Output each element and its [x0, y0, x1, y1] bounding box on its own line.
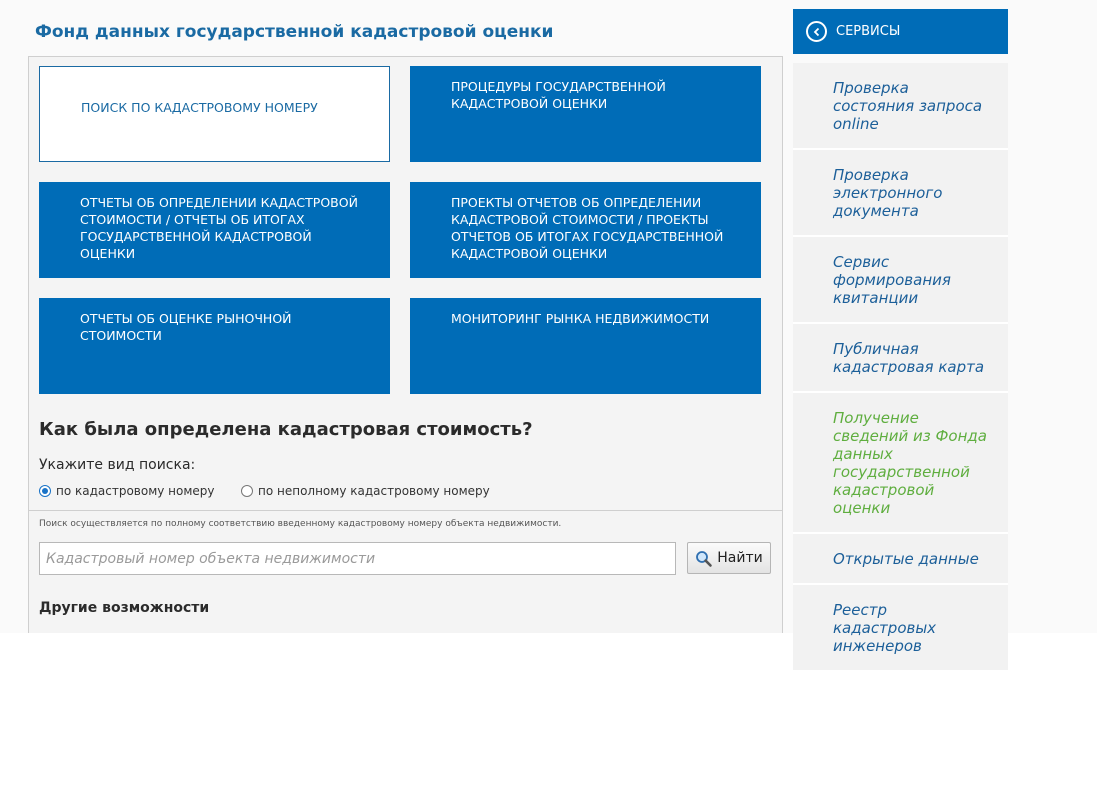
- radio-button-checked[interactable]: [39, 485, 51, 497]
- sidebar-item-public-map[interactable]: Публичная кадастровая карта: [793, 324, 1008, 393]
- sidebar-item-engineers-registry[interactable]: Реестр кадастровых инженеров: [793, 585, 1008, 672]
- radio-button-unchecked[interactable]: [241, 485, 253, 497]
- radio-label-partial: по неполному кадастровому номеру: [258, 484, 490, 498]
- sidebar-services-list: [793, 63, 1008, 655]
- cadastral-number-input[interactable]: [39, 542, 676, 575]
- page-title: Фонд данных государственной кадастровой оценки: [35, 22, 554, 42]
- radio-full-number[interactable]: [39, 484, 215, 498]
- radio-label-full: по кадастровому номеру: [56, 484, 215, 498]
- main-panel: [28, 56, 783, 633]
- find-button-label: Найти: [717, 550, 763, 566]
- sidebar-item-fund-data[interactable]: Получение сведений из Фонда данных государственной кадастровой оценки: [793, 393, 1008, 534]
- tile-search-by-cadastral-number[interactable]: ПОИСК ПО КАДАСТРОВОМУ НОМЕРУ: [39, 66, 390, 162]
- radio-partial-number[interactable]: [241, 484, 490, 498]
- search-kind-label: Укажите вид поиска:: [39, 457, 196, 473]
- sidebar-item-receipt-service[interactable]: Сервис формирования квитанции: [793, 237, 1008, 324]
- tile-assessment-procedures[interactable]: ПРОЦЕДУРЫ ГОСУДАРСТВЕННОЙ КАДАСТРОВОЙ ОЦЕНКИ: [410, 66, 761, 162]
- tile-real-estate-monitoring[interactable]: МОНИТОРИНГ РЫНКА НЕДВИЖИМОСТИ: [410, 298, 761, 394]
- sidebar-item-request-status[interactable]: Проверка состояния запроса online: [793, 63, 1008, 150]
- other-options-title: Другие возможности: [39, 600, 210, 616]
- sidebar-header-label: СЕРВИСЫ: [836, 24, 901, 39]
- sidebar-header-services[interactable]: [793, 9, 1008, 54]
- search-section-title: Как была определена кадастровая стоимость?: [39, 419, 533, 440]
- divider: [29, 510, 782, 511]
- find-button[interactable]: [687, 542, 771, 574]
- chevron-left-icon: [806, 21, 827, 42]
- tile-market-value-reports[interactable]: ОТЧЕТЫ ОБ ОЦЕНКЕ РЫНОЧНОЙ СТОИМОСТИ: [39, 298, 390, 394]
- tile-draft-reports[interactable]: ПРОЕКТЫ ОТЧЕТОВ ОБ ОПРЕДЕЛЕНИИ КАДАСТРОВОЙ СТОИМОСТИ / ПРОЕКТЫ ОТЧЕТОВ ОБ ИТОГАХ ГОСУДАРСТВЕННОЙ КАДАСТРОВОЙ ОЦЕНКИ: [410, 182, 761, 278]
- tile-valuation-reports[interactable]: ОТЧЕТЫ ОБ ОПРЕДЕЛЕНИИ КАДАСТРОВОЙ СТОИМОСТИ / ОТЧЕТЫ ОБ ИТОГАХ ГОСУДАРСТВЕННОЙ КАДАСТРОВОЙ ОЦЕНКИ: [39, 182, 390, 278]
- sidebar-item-document-check[interactable]: Проверка электронного документа: [793, 150, 1008, 237]
- sidebar-item-open-data[interactable]: Открытые данные: [793, 534, 1008, 585]
- search-icon: [695, 550, 712, 567]
- search-hint: Поиск осуществляется по полному соответствию введенному кадастровому номеру объекта недвижимости.: [39, 519, 562, 529]
